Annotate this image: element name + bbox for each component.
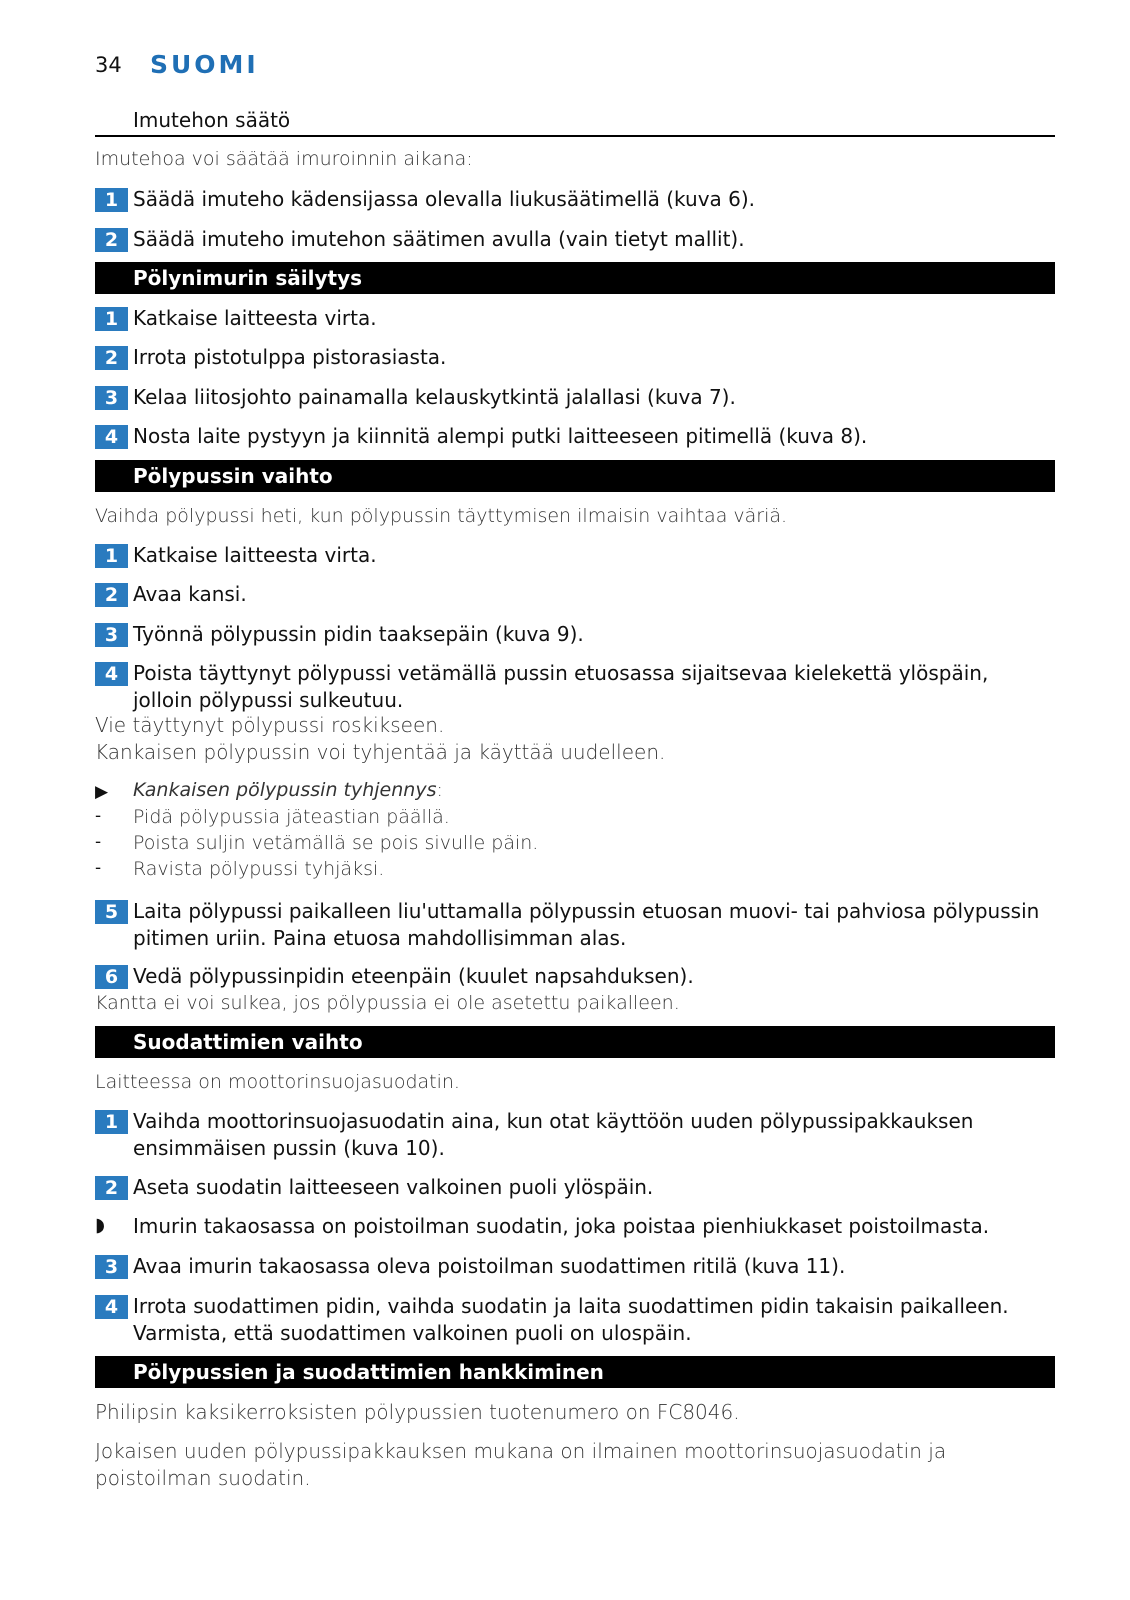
- step-text: Katkaise laitteesta virta.: [133, 543, 377, 567]
- info-text: Imurin takaosassa on poistoilman suodatin, joka poistaa pienhiukkaset poistoilmasta.: [133, 1214, 990, 1238]
- step-text: Kelaa liitosjohto painamalla kelauskytkintä jalallasi (kuva 7).: [133, 385, 736, 409]
- step-number: 3: [95, 386, 128, 410]
- section-heading-bar: [95, 460, 1055, 492]
- step-text: Säädä imuteho imutehon säätimen avulla (vain tietyt mallit).: [133, 227, 745, 251]
- dash-item: Poista suljin vetämällä se pois sivulle päin.: [133, 832, 539, 854]
- section-heading: Pölypussin vaihto: [133, 464, 333, 488]
- step-number: 1: [95, 307, 128, 331]
- section-heading: Pölynimurin säilytys: [133, 266, 363, 290]
- paragraph: Philipsin kaksikerroksisten pölypussien tuotenumero on FC8046.: [95, 1400, 740, 1424]
- step-number: 5: [95, 900, 128, 924]
- note: Vie täyttynyt pölypussi roskikseen.: [95, 713, 445, 737]
- step-number: 4: [95, 662, 128, 686]
- step-text: Aseta suodatin laitteeseen valkoinen puoli ylöspäin.: [133, 1175, 654, 1199]
- subheading-imutehon: Imutehon säätö: [133, 108, 291, 132]
- dash-marker: -: [95, 832, 102, 852]
- bullet-marker: ▶: [95, 782, 109, 802]
- step-number: 3: [95, 1255, 128, 1279]
- step-number: 4: [95, 425, 128, 449]
- note: Kantta ei voi sulkea, jos pölypussia ei ole asetettu paikalleen.: [95, 992, 680, 1014]
- step-number: 1: [95, 1110, 128, 1134]
- section-heading-bar: [95, 1026, 1055, 1058]
- step-number: 4: [95, 1295, 128, 1319]
- step-number: 2: [95, 228, 128, 252]
- step-text: Työnnä pölypussin pidin taaksepäin (kuva 9).: [133, 622, 584, 646]
- step-text: Irrota pistotulppa pistorasiasta.: [133, 345, 447, 369]
- step-number: 6: [95, 965, 128, 989]
- subheading-rule: [95, 135, 1055, 137]
- language-heading: SUOMI: [150, 50, 259, 79]
- step-text: Poista täyttynyt pölypussi vetämällä pussin etuosassa sijaitsevaa kielekettä ylöspäin, jolloin pölypussi sulkeutuu.: [133, 661, 989, 712]
- dash-item: Ravista pölypussi tyhjäksi.: [133, 858, 385, 880]
- paragraph: Jokaisen uuden pölypussipakkauksen mukana on ilmainen moottorinsuojasuodatin ja poistoilman suodatin.: [95, 1439, 947, 1490]
- step-text: Vaihda moottorinsuojasuodatin aina, kun otat käyttöön uuden pölypussipakkauksen ensimmäisen pussin (kuva 10).: [133, 1109, 974, 1160]
- step-text: Irrota suodattimen pidin, vaihda suodatin ja laita suodattimen pidin takaisin paikalleen. Varmista, että suodattimen valkoinen puoli on ulospäin.: [133, 1294, 1009, 1345]
- section-heading-bar: [95, 1356, 1055, 1388]
- step-number: 1: [95, 544, 128, 568]
- step-text: Nosta laite pystyyn ja kiinnitä alempi putki laitteeseen pitimellä (kuva 8).: [133, 424, 868, 448]
- info-marker: ◗: [95, 1214, 106, 1236]
- step-text: Avaa kansi.: [133, 582, 247, 606]
- step-number: 3: [95, 623, 128, 647]
- step-number: 2: [95, 1176, 128, 1200]
- step-text: Vedä pölypussinpidin eteenpäin (kuulet napsahduksen).: [133, 964, 694, 988]
- step-number: 1: [95, 188, 128, 212]
- step-number: 2: [95, 346, 128, 370]
- dash-marker: -: [95, 806, 102, 826]
- paragraph: Vaihda pölypussi heti, kun pölypussin täyttymisen ilmaisin vaihtaa väriä.: [95, 505, 788, 527]
- dash-item: Pidä pölypussia jäteastian päällä.: [133, 806, 450, 828]
- section-heading: Pölypussien ja suodattimien hankkiminen: [133, 1360, 604, 1384]
- section-heading-bar: [95, 262, 1055, 294]
- page-number: 34: [95, 53, 122, 77]
- step-text: Avaa imurin takaosassa oleva poistoilman suodattimen ritilä (kuva 11).: [133, 1254, 846, 1278]
- step-text: Laita pölypussi paikalleen liu'uttamalla pölypussin etuosan muovi- tai pahviosa pölypussin pitimen uriin. Paina etuosa mahdollisimman alas.: [133, 899, 1040, 950]
- note: Kankaisen pölypussin voi tyhjentää ja käyttää uudelleen.: [95, 740, 666, 764]
- paragraph: Imutehoa voi säätää imuroinnin aikana:: [95, 148, 473, 170]
- bullet-title: Kankaisen pölypussin tyhjennys:: [133, 779, 443, 801]
- step-text: Säädä imuteho kädensijassa olevalla liukusäätimellä (kuva 6).: [133, 187, 756, 211]
- step-text: Katkaise laitteesta virta.: [133, 306, 377, 330]
- step-number: 2: [95, 583, 128, 607]
- dash-marker: -: [95, 858, 102, 878]
- paragraph: Laitteessa on moottorinsuojasuodatin.: [95, 1071, 460, 1093]
- section-heading: Suodattimien vaihto: [133, 1030, 363, 1054]
